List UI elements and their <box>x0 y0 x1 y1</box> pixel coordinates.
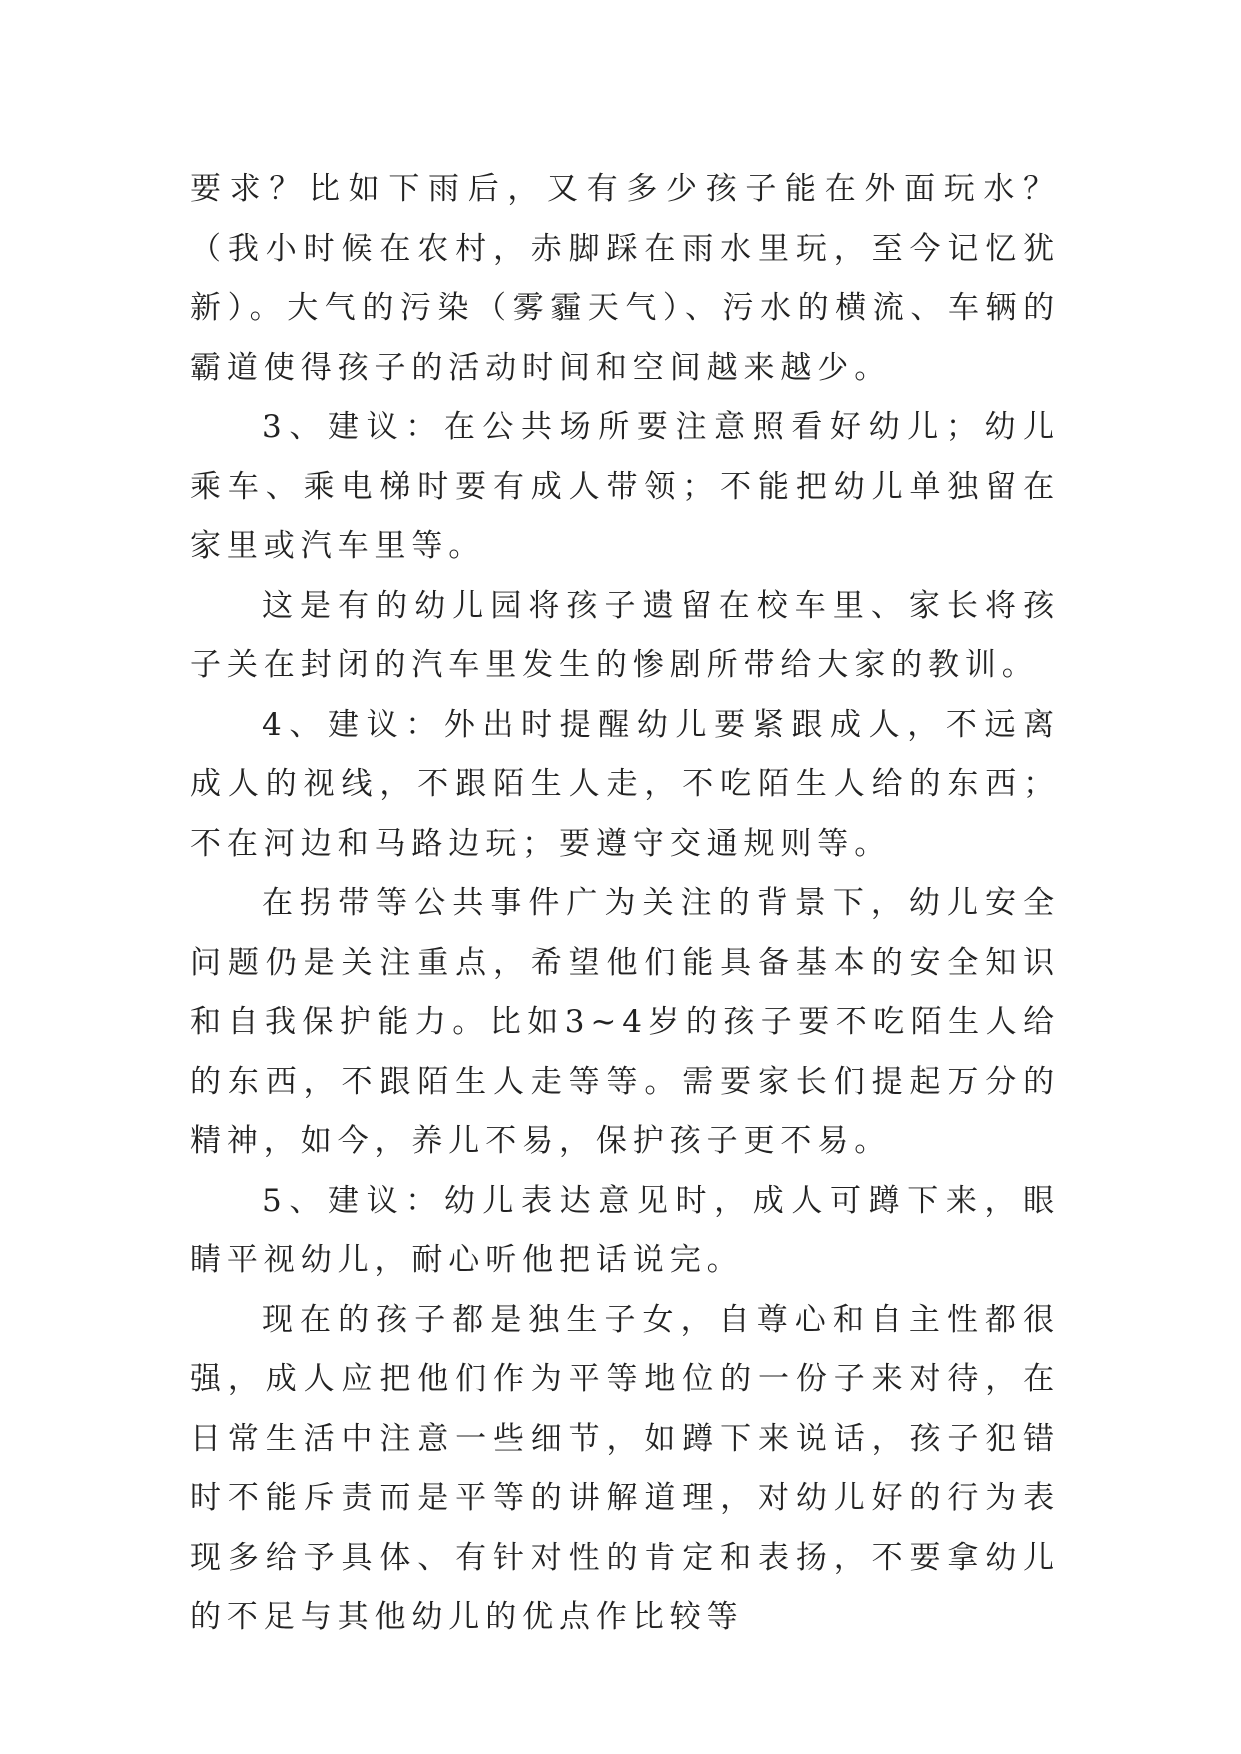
paragraph-safety-background: 在拐带等公共事件广为关注的背景下，幼儿安全问题仍是关注重点，希望他们能具备基本的安全知识和自我保护能力。比如3~4岁的孩子要不吃陌生人给的东西，不跟陌生人走等等。需要家长们提起万分的精神，如今，养儿不易，保护孩子更不易。 <box>190 885 1060 1159</box>
paragraph-suggestion-3: 3、建议：在公共场所要注意照看好幼儿；幼儿乘车、乘电梯时要有成人带领；不能把幼儿单独留在家里或汽车里等。 <box>190 409 1060 564</box>
paragraph-only-children: 现在的孩子都是独生子女，自尊心和自主性都很强，成人应把他们作为平等地位的一份子来对待，在日常生活中注意一些细节，如蹲下来说话，孩子犯错时不能斥责而是平等的讲解道理，对幼儿好的行为表现多给予具体、有针对性的肯定和表扬，不要拿幼儿的不足与其他幼儿的优点作比较等 <box>190 1301 1060 1635</box>
document-body <box>190 160 1060 1648</box>
paragraph-suggestion-5: 5、建议：幼儿表达意见时，成人可蹲下来，眼睛平视幼儿，耐心听他把话说完。 <box>190 1182 1060 1278</box>
paragraph-continuation: 要求？比如下雨后，又有多少孩子能在外面玩水？（我小时候在农村，赤脚踩在雨水里玩，至今记忆犹新）。大气的污染（雾霾天气）、污水的横流、车辆的霸道使得孩子的活动时间和空间越来越少。 <box>190 171 1060 386</box>
paragraph-lesson: 这是有的幼儿园将孩子遗留在校车里、家长将孩子关在封闭的汽车里发生的惨剧所带给大家的教训。 <box>190 587 1060 683</box>
paragraph-suggestion-4: 4、建议：外出时提醒幼儿要紧跟成人，不远离成人的视线，不跟陌生人走，不吃陌生人给的东西；不在河边和马路边玩；要遵守交通规则等。 <box>190 706 1060 862</box>
